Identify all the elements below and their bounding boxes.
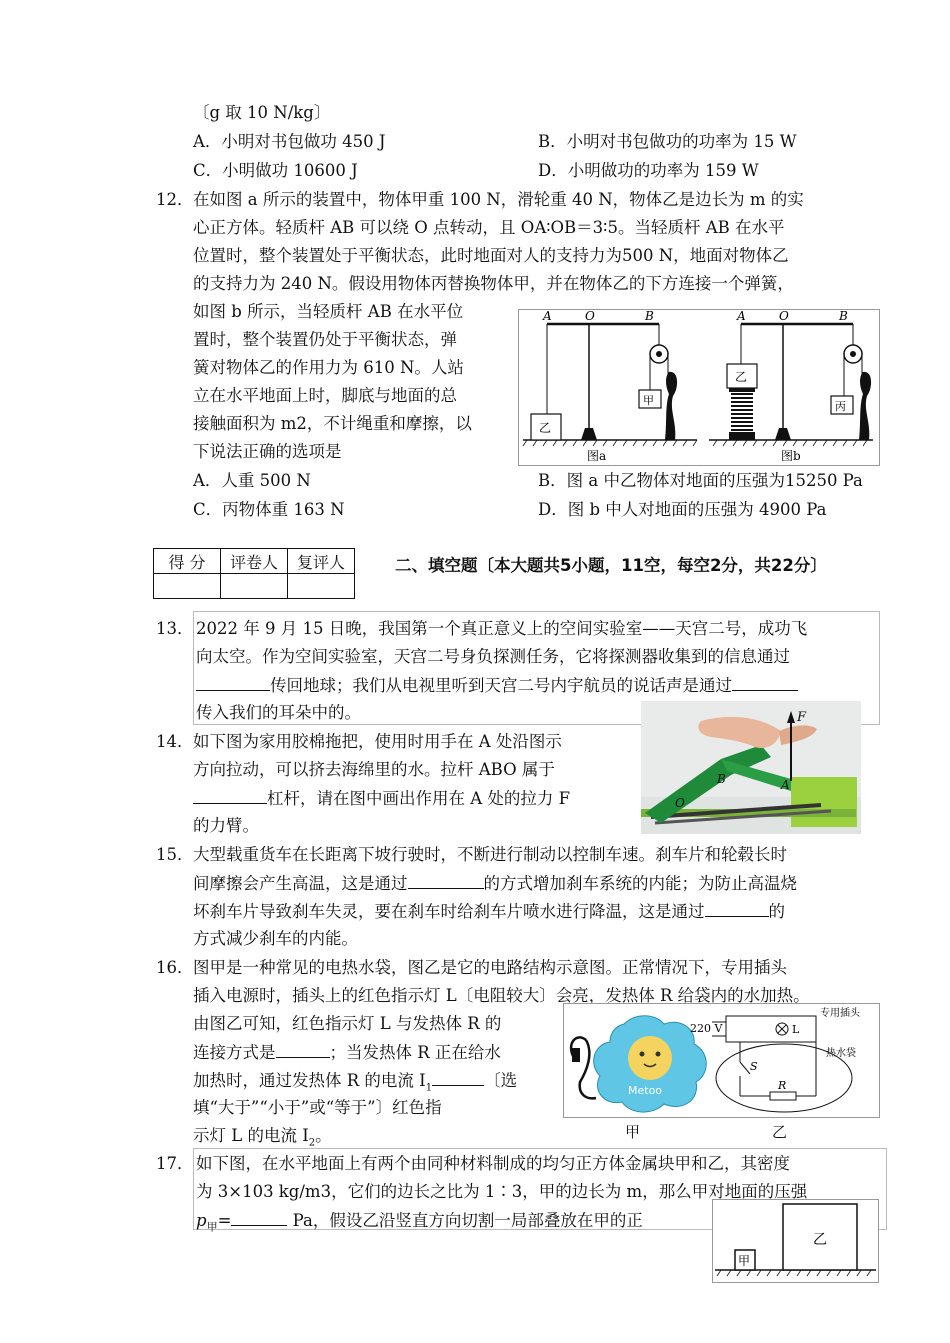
q13-line-2: 向太空。作为空间实验室，天宫二号身负探测任务，它将探测器收集到的信息通过 <box>196 647 790 666</box>
q17-line-1: 如下图，在水平地面上有两个由同种材料制成的均匀正方体金属块甲和乙，其密度 <box>196 1154 790 1173</box>
q16-line-4b: ；当发热体 R 正在给水 <box>329 1043 501 1062</box>
q14-line-4: 的力臂。 <box>193 816 259 835</box>
q16-line-4a: 连接方式是 <box>193 1043 276 1062</box>
q11-note: 〔g 取 10 N/kg〕 <box>193 103 331 122</box>
q15-line-2a: 间摩擦会产生高温，这是通过 <box>193 874 408 893</box>
q16-line-5b: 〔选 <box>484 1071 518 1090</box>
q16-line-7a: 示灯 L 的电流 I <box>193 1126 309 1145</box>
q16-line-7b: 。 <box>315 1126 332 1145</box>
q12-line-4: 的支持力为 240 N。假设用物体丙替换物体甲，并在物体乙的下方连接一个弹簧， <box>193 274 794 293</box>
q12-line-3: 位置时，整个装置处于平衡状态，此时地面对人的支持力为500 N，地面对物体乙 <box>193 246 789 265</box>
q15-blank-2[interactable] <box>705 900 769 917</box>
q14-number: 14． <box>156 732 194 751</box>
fig-b-label-a: A <box>737 309 746 323</box>
circuit-plug-label: 专用插头 <box>820 1008 860 1019</box>
q17-number: 17． <box>156 1154 194 1173</box>
circuit-resistor-label: R <box>778 1079 787 1092</box>
q16-sub-2: 2 <box>308 1137 316 1149</box>
fig-a-label-o: O <box>585 309 595 323</box>
reviewer-cell[interactable] <box>288 574 355 599</box>
score-header: 得 分 <box>154 549 221 574</box>
q15-blank-1[interactable] <box>408 872 484 889</box>
section-2-heading: 二、填空题〔本大题共5小题，11空，每空2分，共22分〕 <box>395 556 827 575</box>
q13-line-3-text: 传回地球；我们从电视里听到天宫二号内宇航员的说话声是通过 <box>270 676 732 695</box>
q17-eq: = <box>217 1211 232 1230</box>
fig-caption-yi: 乙 <box>772 1123 788 1141</box>
q12-line-10: 下说法正确的选项是 <box>193 442 342 461</box>
q12-line-5: 如图 b 所示，当轻质杆 AB 在水平位 <box>193 302 464 321</box>
q15-line-3a: 坏刹车片导致刹车失灵，要在刹车时给刹车片喷水进行降温，这是通过 <box>193 902 705 921</box>
q13-line-1: 2022 年 9 月 15 日晚，我国第一个真正意义上的空间实验室——天宫二号，成功飞 <box>196 619 808 638</box>
q12-line-9: 接触面积为 m2，不计绳重和摩擦，以 <box>193 414 472 433</box>
q16-line-3: 由图乙可知，红色指示灯 L 与发热体 R 的 <box>193 1014 502 1033</box>
fig-a-block-yi: 乙 <box>539 421 552 435</box>
lever-pulley-figure <box>518 309 880 466</box>
q12-line-7: 簧对物体乙的作用力为 610 N。人站 <box>193 358 464 377</box>
mop-label-a: A <box>781 778 790 792</box>
cube-yi-label: 乙 <box>813 1232 827 1248</box>
circuit-voltage: 220 V <box>690 1022 723 1035</box>
q12-option-c[interactable]: C．丙物体重 163 N <box>193 500 345 519</box>
bag-brand: Metoo <box>628 1084 663 1097</box>
grader-header: 评卷人 <box>221 549 288 574</box>
circuit-bag-label: 热水袋 <box>826 1048 856 1059</box>
q16-line-5-wrap <box>193 1069 517 1099</box>
q11-option-d[interactable]: D．小明做功的功率为 159 W <box>538 161 759 180</box>
q15-line-3-wrap <box>193 900 785 923</box>
q15-line-4: 方式减少刹车的内能。 <box>193 929 358 948</box>
q12-line-6: 置时，整个装置仍处于平衡状态，弹 <box>193 330 457 349</box>
fig-caption-jia: 甲 <box>625 1123 641 1141</box>
q12-option-a[interactable]: A．人重 500 N <box>193 471 311 490</box>
q15-line-1: 大型载重货车在长距离下坡行驶时，不断进行制动以控制车速。刹车片和轮毂长时 <box>193 845 787 864</box>
q14-line-3-wrap <box>193 787 570 810</box>
q13-line-3 <box>196 674 798 697</box>
q17-blank-1[interactable] <box>231 1209 287 1226</box>
q13-line-4: 传入我们的耳朵中的。 <box>196 703 361 722</box>
q12-number: 12． <box>156 190 194 209</box>
q17-line-3c: Pa，假设乙沿竖直方向切割一局部叠放在甲的正 <box>287 1211 643 1230</box>
fig-a-caption: 图a <box>587 449 607 463</box>
q14-line-2: 方向拉动，可以挤去海绵里的水。拉杆 ABO 属于 <box>193 760 555 779</box>
score-table <box>153 548 355 599</box>
fig-b-caption: 图b <box>781 449 801 463</box>
q14-blank[interactable] <box>193 787 267 804</box>
q17-p: p <box>196 1211 207 1230</box>
q16-line-2: 插入电源时，插头上的红色指示灯 L〔电阻较大〕会亮，发热体 R 给袋内的水加热。 <box>193 986 810 1005</box>
fig-a-label-a: A <box>543 309 552 323</box>
q17-line-3-wrap <box>196 1209 643 1238</box>
q11-option-a[interactable]: A．小明对书包做功 450 J <box>193 132 386 151</box>
q12-line-2: 心正方体。轻质杆 AB 可以绕 O 点转动，且 OA∶OB＝3∶5。当轻质杆 AB 在水平 <box>193 218 785 237</box>
q11-option-c[interactable]: C．小明做功 10600 J <box>193 161 358 180</box>
fig-b-label-b: B <box>839 309 848 323</box>
q11-option-b[interactable]: B．小明对书包做功的功率为 15 W <box>538 132 797 151</box>
q16-sub-1: 1 <box>425 1082 433 1094</box>
fig-b-label-o: O <box>779 309 789 323</box>
q16-line-6: 填“大于”“小于”或“等于”〕红色指 <box>193 1098 442 1117</box>
circuit-lamp-label: L <box>792 1023 800 1036</box>
q15-line-2b: 的方式增加刹车系统的内能；为防止高温烧 <box>483 874 797 893</box>
circuit-switch-label: S <box>750 1060 758 1073</box>
q12-option-b[interactable]: B．图 a 中乙物体对地面的压强为15250 Pa <box>538 471 863 490</box>
q15-number: 15． <box>156 845 194 864</box>
q14-line-3: 杠杆，请在图中画出作用在 A 处的拉力 F <box>267 789 571 808</box>
mop-label-f: F <box>797 710 807 725</box>
q17-sub: 甲 <box>206 1220 218 1234</box>
q12-option-d[interactable]: D．图 b 中人对地面的压强为 4900 Pa <box>538 500 827 519</box>
q15-line-3b: 的 <box>768 902 785 921</box>
reviewer-header: 复评人 <box>288 549 355 574</box>
heater-bag-figure <box>563 1003 880 1118</box>
fig-a-label-b: B <box>645 309 654 323</box>
q17-line-2: 为 3×103 kg/m3，它们的边长之比为 1∶3，甲的边长为 m，那么甲对地面的压强 <box>196 1182 808 1201</box>
mop-label-b: B <box>717 772 726 786</box>
q13-number: 13． <box>156 619 194 638</box>
q16-line-5a: 加热时，通过发热体 R 的电流 I <box>193 1071 426 1090</box>
q16-number: 16． <box>156 958 194 977</box>
q16-line-4-wrap <box>193 1041 501 1064</box>
fig-a-block-jia: 甲 <box>643 394 654 407</box>
q16-blank-2[interactable] <box>432 1069 484 1086</box>
cube-figure <box>712 1199 879 1283</box>
mop-label-o: O <box>675 796 685 810</box>
q16-blank-1[interactable] <box>276 1041 330 1058</box>
q12-line-8: 立在水平地面上时，脚底与地面的总 <box>193 386 457 405</box>
q13-blank-2[interactable] <box>732 674 798 691</box>
q14-line-1: 如下图为家用胶棉拖把，使用时用手在 A 处沿图示 <box>193 732 562 751</box>
fig-b-block-yi: 乙 <box>735 370 748 384</box>
q15-line-2-wrap <box>193 872 797 895</box>
score-cell[interactable] <box>154 574 221 599</box>
mop-figure[interactable] <box>641 701 861 834</box>
cube-jia-label: 甲 <box>738 1254 751 1268</box>
fig-b-block-bing: 丙 <box>835 400 846 413</box>
q12-line-1: 在如图 a 所示的装置中，物体甲重 100 N，滑轮重 40 N，物体乙是边长为 m 的实 <box>193 190 804 209</box>
grader-cell[interactable] <box>221 574 288 599</box>
q16-line-1: 图甲是一种常见的电热水袋，图乙是它的电路结构示意图。正常情况下，专用插头 <box>193 958 787 977</box>
q13-blank-1[interactable] <box>196 674 270 691</box>
